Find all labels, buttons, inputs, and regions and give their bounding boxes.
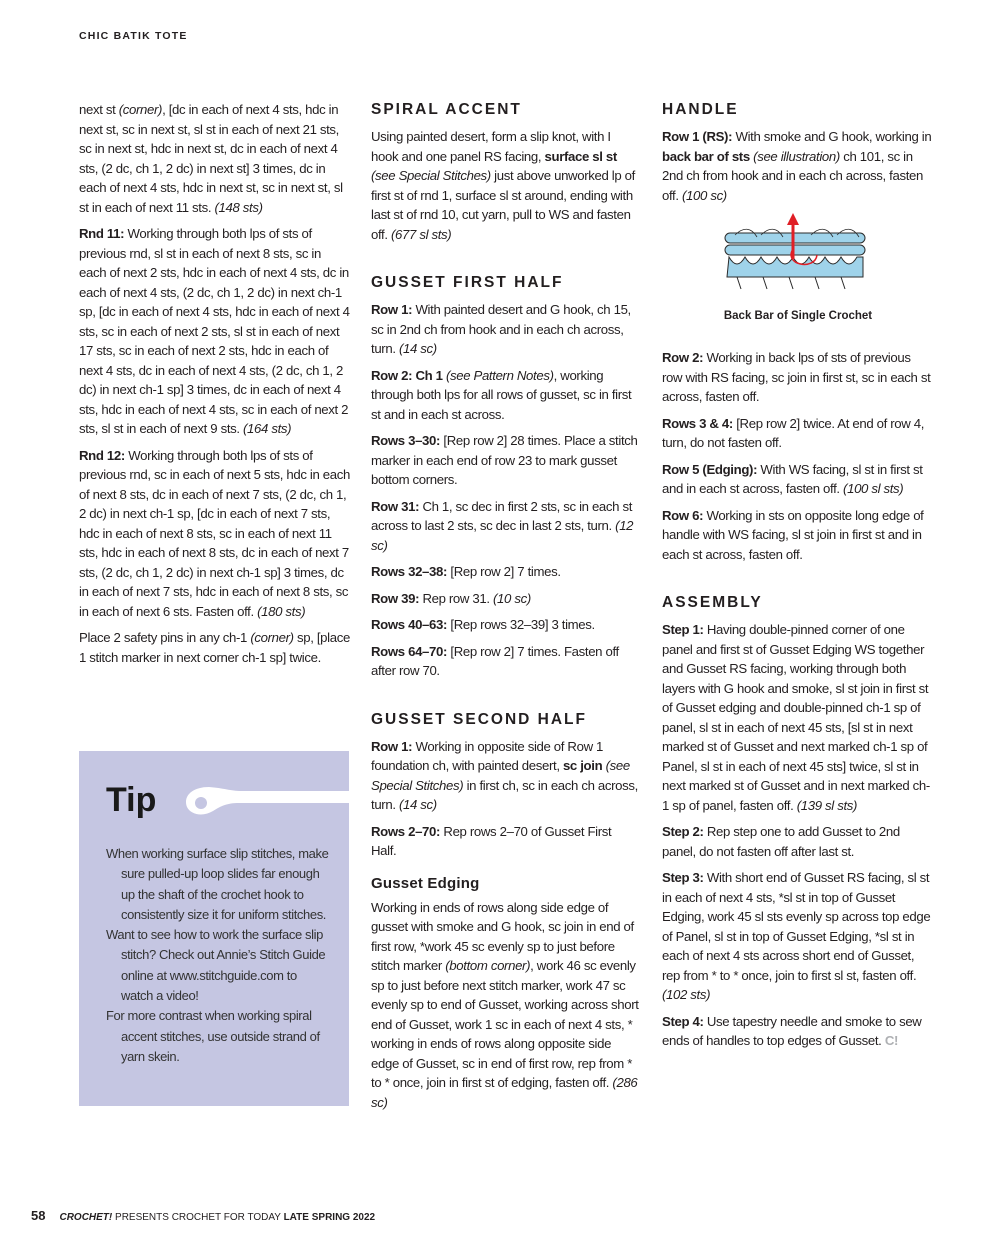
back-bar-diagram <box>662 213 934 301</box>
text: Rep step one to add Gusset to 2nd panel, do not fasten off after last st. <box>662 824 900 859</box>
paragraph-spiral-accent <box>371 127 639 244</box>
paragraph-gusset-rows64-70 <box>371 642 639 681</box>
text: Working in sts on opposite long edge of handle with WS facing, sl st join in first st and in each st across, fasten off. <box>662 507 924 562</box>
diagram-caption: Back Bar of Single Crochet <box>723 309 873 322</box>
paragraph-handle-row5 <box>662 460 934 499</box>
tip-box <box>79 751 349 1106</box>
paragraph-safety-pins <box>79 628 351 667</box>
text: ch 101, sc in 2nd ch from hook and in each ch across, fasten off. <box>662 148 923 203</box>
row-label: Rows 3–30: <box>371 433 441 448</box>
text: With short end of Gusset RS facing, sl st in each of next 4 sts, *sl st in top of Gusset Edging, work 45 sl sts evenly sp across top edge of Panel, sl st in top of Gusset Edging, *sl st in each of next 4 sts across short end of Gusset, rep from * to * once, join to first sl st, fasten off. <box>662 870 931 983</box>
reference-note: (see Special Stitches) <box>371 168 491 183</box>
text: Place 2 safety pins in any ch-1 <box>79 630 251 645</box>
row-label: Rows 32–38: <box>371 564 448 579</box>
tip-title: Tip <box>106 781 157 819</box>
paragraph-gusset-edging <box>371 898 639 1113</box>
paragraph-assembly-step4 <box>662 1012 934 1051</box>
stitch-count: (164 sts) <box>243 421 292 436</box>
reference-note: (see Pattern Notes) <box>442 367 554 383</box>
paragraph-handle-rows3-4 <box>662 414 934 453</box>
text: in first ch, sc in each ch across, turn. <box>371 777 638 812</box>
tip-item: When working surface slip stitches, make sure pulled-up loop slides far enough up the shaft of the crochet hook to consistently size it for uniform stitches. <box>106 846 329 922</box>
tip-swoosh-icon <box>179 783 349 819</box>
row-label: Row 2: <box>662 350 704 365</box>
end-mark: C! <box>884 1033 899 1048</box>
paragraph-gusset-rows40-63 <box>371 615 639 635</box>
page-number: 58 <box>31 1208 46 1223</box>
paragraph-assembly-step2 <box>662 822 934 861</box>
stitch-count: (14 sc) <box>398 341 437 356</box>
text: Use tapestry needle and smoke to sew ends of handles to top edges of Gusset. <box>662 1013 922 1048</box>
row-label: Step 1: <box>662 622 704 637</box>
page-header-title: CHIC BATIK TOTE <box>79 30 188 42</box>
paragraph-assembly-step3 <box>662 868 934 1005</box>
row-label: Row 2: Ch 1 <box>371 367 443 383</box>
gusset-second-half-heading: GUSSET SECOND HALF <box>371 710 587 728</box>
text: Using painted desert, form a slip knot, with I hook and one panel RS facing, <box>371 129 611 164</box>
stitch-count: (12 sc) <box>371 518 634 553</box>
spiral-accent-heading: SPIRAL ACCENT <box>371 101 522 118</box>
stitch-term: back bar of sts <box>662 148 750 164</box>
paragraph-second-rows2-70 <box>371 822 639 861</box>
text: [Rep row 2] 28 times. Place a stitch marker in each end of row 23 to mark gusset bottom corners. <box>371 433 638 487</box>
stitch-term: sc join <box>562 758 603 773</box>
paragraph-gusset-rows3-30 <box>371 431 639 490</box>
text: Working in back lps of sts of previous row with RS facing, sc join in first st, sc in each st across, fasten off. <box>662 350 931 404</box>
text: , [dc in each of next 4 sts, hdc in next st, sc in next st, sl st in each of next 21 sts, sc in next st, hdc in next st, dc in each of next 4 sts, (2 dc, ch 1, 2 dc) in next st] 3 times, dc in each of next 4 sts, hdc in next st, sc in next st, sl st in each of next 11 sts. <box>79 102 343 215</box>
row-label: Rows 3 & 4: <box>662 415 733 431</box>
row-label: Row 39: <box>371 590 420 606</box>
paragraph-gusset-row31 <box>371 497 639 556</box>
tip-item: For more contrast when working spiral accent stitches, use outside strand of yarn skein. <box>106 1008 320 1064</box>
row-label: Row 1 (RS): <box>662 129 733 144</box>
stitch-count: (100 sc) <box>682 187 727 203</box>
paragraph-handle-row6 <box>662 506 934 565</box>
text: just above unworked lp of first st of rnd 1, surface sl st around, ending with last st of rnd 10, cut yarn, pull to WS and fasten off. <box>371 168 635 242</box>
text: [Rep row 2] twice. At end of row 4, turn, do not fasten off. <box>662 415 925 450</box>
row-label: Rows 2–70: <box>371 823 441 839</box>
text: [Rep rows 32–39] 3 times. <box>447 617 595 632</box>
text: With smoke and G hook, working in <box>732 129 932 144</box>
paragraph-rnd10-end <box>79 100 351 217</box>
row-label: Row 1: <box>371 302 413 317</box>
row-label: Step 2: <box>662 824 704 839</box>
text: Rep rows 2–70 of Gusset First Half. <box>371 823 612 858</box>
row-label: Row 1: <box>371 738 413 754</box>
text: next st <box>79 102 119 117</box>
text: sp, [place 1 stitch marker in next corner ch-1 sp] twice. <box>79 630 350 665</box>
footer-presents: PRESENTS CROCHET FOR TODAY <box>112 1212 284 1223</box>
reference-note: (see illustration) <box>749 148 840 164</box>
gusset-first-half-heading: GUSSET FIRST HALF <box>371 274 564 291</box>
text: [Rep row 2] 7 times. Fasten off after row 70. <box>371 643 619 678</box>
tip-list <box>106 844 331 1067</box>
row-label: Row 31: <box>371 498 420 514</box>
stitch-count: (100 sl sts) <box>843 481 904 496</box>
stitch-count: (148 sts) <box>214 199 263 215</box>
reference-note: (bottom corner) <box>445 958 531 973</box>
back-bar-illustration-icon <box>723 213 873 295</box>
text: With WS facing, sl st in first st and in each st across, fasten off. <box>662 461 923 496</box>
stitch-count: (677 sl sts) <box>391 226 452 242</box>
row-label: Rows 40–63: <box>371 617 448 632</box>
footer-issue: LATE SPRING 2022 <box>283 1212 376 1223</box>
text: , working through both lps for all rows of gusset, sc in first st and in each st across. <box>371 367 632 422</box>
row-label: Rnd 11: <box>79 226 125 241</box>
stitch-count: (14 sc) <box>398 797 437 812</box>
stitch-count: (180 sts) <box>257 603 306 619</box>
stitch-count: (139 sl sts) <box>796 797 858 813</box>
text: Rep row 31. <box>419 590 494 606</box>
row-label: Rows 64–70: <box>371 643 448 659</box>
handle-heading: HANDLE <box>662 101 739 118</box>
reference-note: (see Special Stitches) <box>371 758 630 793</box>
stitch-count: (102 sts) <box>662 987 711 1002</box>
text: [Rep row 2] 7 times. <box>447 564 561 579</box>
text: Working through both lps of sts of previous rnd, sl st in each of next 8 sts, sc in each of next 2 sts, hdc in each of next 4 sts, dc in each of next 4 sts, (2 dc, ch 1, 2 dc) in next ch-1 sp, [dc in each of next 4 sts, hdc in each of next 4 sts, sc in each of next 2 sts, sl st in each of next 17 sts, sc in each of next 2 sts, hdc in each of next 4 sts, dc in each of next 4 sts, (2 dc, ch 1, 2 dc) in next ch-1 sp] 3 times, dc in each of next 4 sts, hdc in each of next 4 sts, sc in each of next 2 sts, sl st in each of next 9 sts. <box>79 226 350 436</box>
text: With painted desert and G hook, ch 15, sc in 2nd ch from hook and in each ch across, turn. <box>371 302 631 356</box>
text: Having double-pinned corner of one panel and first st of Gusset Edging WS together and Gusset RS facing, working through both layers with G hook and smoke, sl st join in first st of Gusset edging and double-pinned ch-1 sp of panel, sl st in each of next 45 sts, [sl st in next marked st of Gusset and next marked ch-1 sp of Panel, sl st in each of next 45 sts] twice, sl st in next marked st of Gusset and in next marked ch-1 sp of panel, fasten off. <box>662 622 930 813</box>
text: Ch 1, sc dec in first 2 sts, sc in each st across to last 2 sts, sc dec in last 2 sts, turn. <box>371 498 633 533</box>
stitch-count: (286 sc) <box>371 1075 638 1110</box>
row-label: Row 6: <box>662 507 704 523</box>
row-label: Step 3: <box>662 870 704 885</box>
paragraph-gusset-row39 <box>371 589 639 609</box>
paragraph-handle-row2 <box>662 348 934 407</box>
column-1 <box>79 100 351 674</box>
row-label: Rnd 12: <box>79 447 125 463</box>
paragraph-second-row1 <box>371 737 639 815</box>
corner-note: (corner) <box>250 630 294 645</box>
column-2 <box>371 100 639 1119</box>
corner-note: (corner) <box>118 102 163 117</box>
stitch-count: (10 sc) <box>493 590 531 606</box>
paragraph-assembly-step1 <box>662 620 934 815</box>
tip-item: Want to see how to work the surface slip stitch? Check out Annie’s Stitch Guide online at www.stitchguide.com to watch a video! <box>106 927 326 1004</box>
row-label: Step 4: <box>662 1013 704 1029</box>
paragraph-gusset-row1 <box>371 300 639 359</box>
row-label: Row 5 (Edging): <box>662 461 758 477</box>
stitch-term: surface sl st <box>544 148 617 164</box>
text: Working in ends of rows along side edge of gusset with smoke and G hook, sc join in end of first row, *work 45 sc evenly sp to just before stitch marker <box>371 899 634 973</box>
text: Working through both lps of sts of previous rnd, sc in each of next 5 sts, hdc in each of next 8 sts, dc in each of next 7 sts, (2 dc, ch 1, 2 dc) in next ch-1 sp, [dc in each of next 7 sts, hdc in each of next 8 sts, sc in each of next 11 sts, hdc in each of next 8 sts, dc in each of next 7 sts, (2 dc, ch 1, 2 dc) in next ch-1 sp] 3 times, dc in each of next 7 sts, hdc in each of next 8 sts, sc in each of next 6 sts. Fasten off. <box>79 447 350 619</box>
paragraph-gusset-rows32-38 <box>371 562 639 582</box>
page-footer <box>31 1208 375 1223</box>
paragraph-rnd11 <box>79 224 351 439</box>
paragraph-handle-row1 <box>662 127 934 205</box>
paragraph-rnd12 <box>79 446 351 622</box>
paragraph-gusset-row2 <box>371 366 639 425</box>
column-3 <box>662 100 934 1058</box>
gusset-edging-heading: Gusset Edging <box>371 874 480 892</box>
text: Working in opposite side of Row 1 foundation ch, with painted desert, <box>371 738 604 773</box>
text: , work 46 sc evenly sp to just before next stitch marker, work 47 sc evenly sp to end of Gusset, working across short end of Gusset, work 1 sc in each of next 4 sts, * working in ends of rows along opposite side edge of Gusset, sc in end of first row, rep from * to * once, join in first st of edging, fasten off. <box>371 958 639 1090</box>
assembly-heading: ASSEMBLY <box>662 594 763 611</box>
footer-brand: CROCHET! <box>59 1212 113 1223</box>
